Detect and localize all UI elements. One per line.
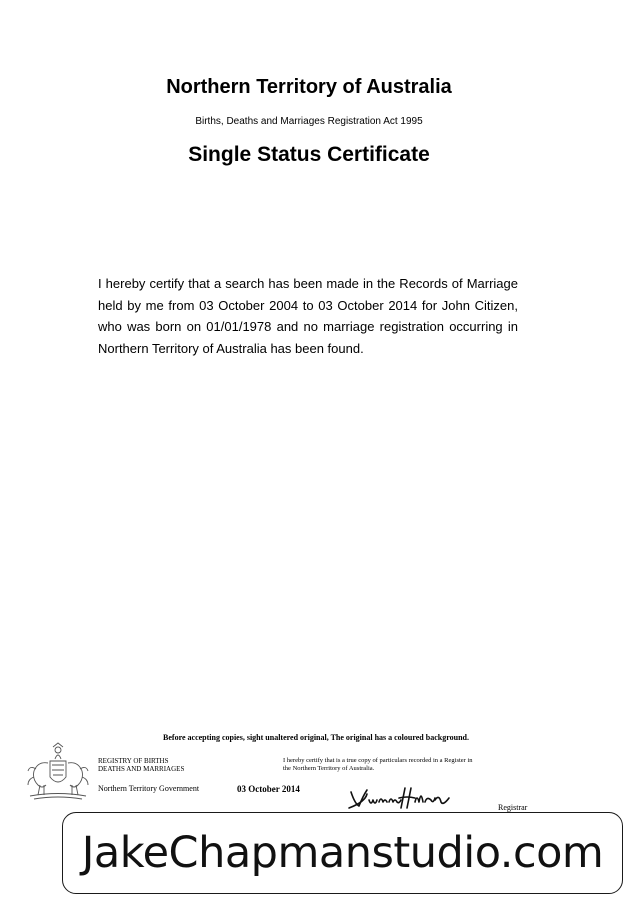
registry-line-2: DEATHS AND MARRIAGES xyxy=(98,765,185,773)
jurisdiction-title: Northern Territory of Australia xyxy=(166,76,452,98)
registrar-signature xyxy=(345,784,457,812)
true-copy-statement: I hereby certify that is a true copy of particulars recorded in a Register in the Northern Territory of Australia. xyxy=(283,757,473,772)
issue-date: 03 October 2014 xyxy=(237,784,300,794)
watermark-text: JakeChapmanstudio.com xyxy=(81,828,604,878)
watermark-banner xyxy=(62,812,623,894)
coat-of-arms-icon xyxy=(22,741,94,801)
registrar-title: Registrar xyxy=(498,803,528,812)
authenticity-note: Before accepting copies, sight unaltered original, The original has a coloured background. xyxy=(163,733,469,742)
act-subtitle: Births, Deaths and Marriages Registration Act 1995 xyxy=(195,116,423,127)
government-name: Northern Territory Government xyxy=(98,784,200,793)
registry-name xyxy=(98,757,218,773)
certificate-title: Single Status Certificate xyxy=(188,143,430,166)
registry-line-1: REGISTRY OF BIRTHS xyxy=(98,757,169,765)
certification-statement: I hereby certify that a search has been made in the Records of Marriage held by me from 03 October 2004 to 03 October 2014 for John Citizen, who was born on 01/01/1978 and no marriage registration occurring in Northern Territory of Australia has been found. xyxy=(98,276,518,356)
